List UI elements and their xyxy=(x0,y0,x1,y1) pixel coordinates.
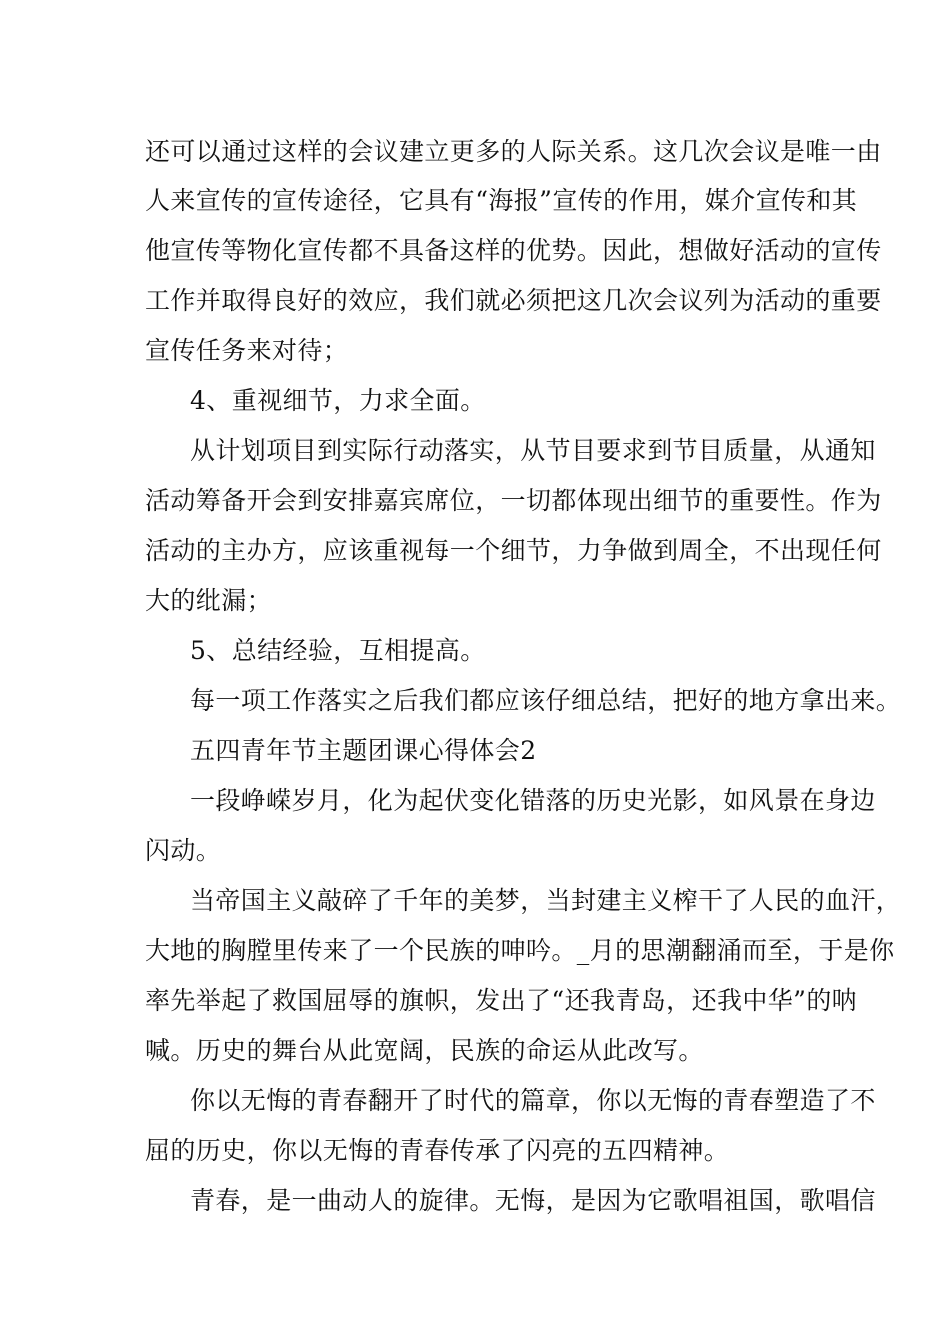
text-line: 青春，是一曲动人的旋律。无悔，是因为它歌唱祖国，歌唱信 xyxy=(190,1186,876,1215)
text-line: 屈的历史，你以无悔的青春传承了闪亮的五四精神。 xyxy=(145,1136,730,1165)
text-line: 一段峥嵘岁月，化为起伏变化错落的历史光影，如风景在身边 xyxy=(190,786,876,815)
text-line: 闪动。 xyxy=(145,836,222,865)
section-heading: 5、总结经验，互相提高。 xyxy=(190,636,486,665)
text-line: 工作并取得良好的效应，我们就必须把这几次会议列为活动的重要 xyxy=(145,286,882,315)
section-heading: 4、重视细节，力求全面。 xyxy=(190,386,486,415)
text-line: 活动筹备开会到安排嘉宾席位，一切都体现出细节的重要性。作为 xyxy=(145,486,882,515)
text-line: 当帝国主义敲碎了千年的美梦，当封建主义榨干了人民的血汗， xyxy=(190,886,902,915)
text-line: 活动的主办方，应该重视每一个细节，力争做到周全，不出现任何 xyxy=(145,536,882,565)
text-line: 你以无悔的青春翻开了时代的篇章，你以无悔的青春塑造了不 xyxy=(190,1086,876,1115)
text-line: 从计划项目到实际行动落实，从节目要求到节目质量，从通知 xyxy=(190,436,876,465)
article-title: 五四青年节主题团课心得体会2 xyxy=(190,736,537,765)
text-line: 大的纰漏； xyxy=(145,586,273,615)
text-line: 大地的胸膛里传来了一个民族的呻吟。_月的思潮翻涌而至，于是你 xyxy=(145,936,895,965)
text-line: 喊。历史的舞台从此宽阔，民族的命运从此改写。 xyxy=(145,1036,704,1065)
text-line: 率先举起了救国屈辱的旗帜，发出了“还我青岛，还我中华”的呐 xyxy=(145,986,858,1015)
text-line: 每一项工作落实之后我们都应该仔细总结，把好的地方拿出来。 xyxy=(190,686,902,715)
text-line: 他宣传等物化宣传都不具备这样的优势。因此，想做好活动的宣传 xyxy=(145,236,882,265)
text-line: 还可以通过这样的会议建立更多的人际关系。这几次会议是唯一由 xyxy=(145,137,882,166)
text-line: 人来宣传的宣传途径，它具有“海报”宣传的作用，媒介宣传和其 xyxy=(145,186,858,215)
text-line: 宣传任务来对待； xyxy=(145,336,349,365)
